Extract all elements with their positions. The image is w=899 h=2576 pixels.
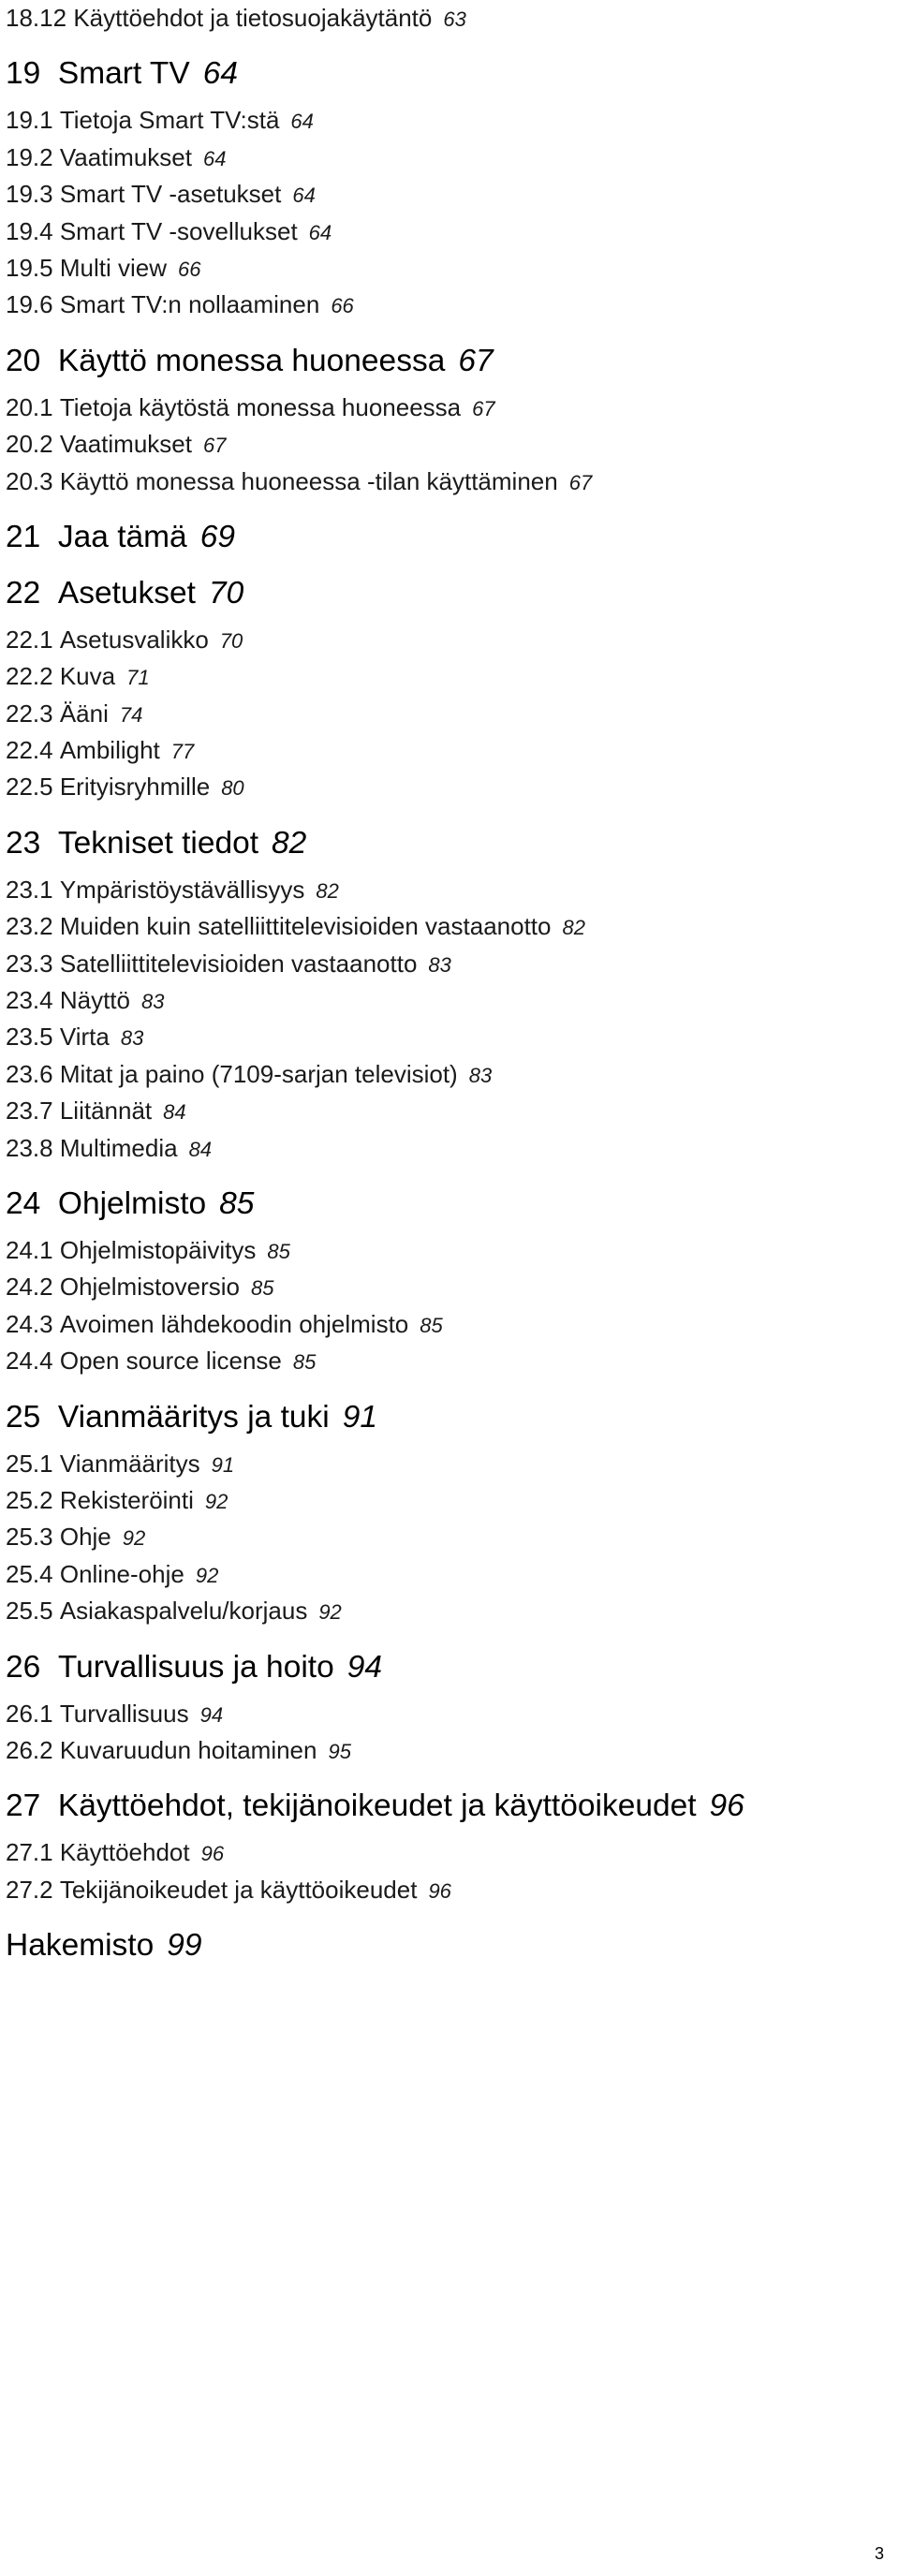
- toc-title: Tietoja käytöstä monessa huoneessa: [59, 392, 462, 421]
- toc-title: Smart TV: [57, 56, 190, 92]
- toc-title: Multimedia: [59, 1133, 178, 1162]
- toc-page-number: 85: [251, 1276, 274, 1301]
- toc-entry[interactable]: [6, 1732, 877, 1769]
- toc-entry[interactable]: [6, 1696, 877, 1732]
- toc-title: Virta: [59, 1023, 110, 1052]
- toc-title: Tietoja Smart TV:stä: [59, 106, 280, 135]
- toc-page-number: 83: [120, 1026, 144, 1051]
- toc-entry[interactable]: [6, 732, 877, 769]
- toc-title: Vianmääritys: [59, 1449, 200, 1478]
- toc-number: 27.1: [6, 1838, 53, 1867]
- toc-page-number: 84: [163, 1100, 186, 1125]
- toc-entry[interactable]: [6, 1306, 877, 1343]
- toc-title: Ambilight: [59, 736, 160, 765]
- toc-number: 23.1: [6, 875, 53, 904]
- toc-page-number: 70: [219, 628, 243, 653]
- toc-entry[interactable]: [6, 1019, 877, 1055]
- toc-section-heading[interactable]: [6, 1788, 877, 1825]
- toc-number: 19.5: [6, 253, 53, 282]
- toc-entry[interactable]: [6, 1093, 877, 1129]
- toc-page-number: 85: [420, 1313, 443, 1337]
- toc-page-number: 64: [308, 220, 332, 244]
- toc-title: Asiakaspalvelu/korjaus: [59, 1597, 308, 1626]
- toc-page-number: 92: [318, 1600, 342, 1625]
- toc-number: 19.2: [6, 142, 53, 171]
- toc-entry[interactable]: [6, 426, 877, 463]
- toc-entry[interactable]: [6, 140, 877, 176]
- toc-page-number: 67: [458, 343, 494, 378]
- toc-section-heading[interactable]: [6, 825, 877, 862]
- toc-title: Vaatimukset: [59, 430, 192, 459]
- toc-number: 23.6: [6, 1059, 53, 1088]
- toc-number: 23.8: [6, 1133, 53, 1162]
- toc-page-number: 85: [292, 1350, 317, 1375]
- toc-number: 21: [6, 519, 41, 554]
- toc-title: Open source license: [59, 1347, 282, 1376]
- toc-section-heading[interactable]: [6, 55, 877, 93]
- toc-number: 20.2: [6, 430, 53, 459]
- toc-number: 25.3: [6, 1523, 53, 1552]
- toc-title: Hakemisto: [6, 1928, 155, 1964]
- toc-page-number: 67: [472, 396, 495, 420]
- toc-page-number: 83: [468, 1063, 493, 1087]
- toc-page-number: 82: [562, 916, 585, 940]
- toc-page-number: 71: [126, 666, 150, 690]
- toc-page-number: 92: [122, 1526, 146, 1551]
- toc-title: Jaa tämä: [57, 519, 187, 554]
- toc-entry[interactable]: [6, 1343, 877, 1379]
- toc-number: 27.2: [6, 1875, 53, 1904]
- toc-number: 22.3: [6, 699, 53, 728]
- toc-title: Turvallisuus: [59, 1699, 189, 1728]
- toc-number: 19.1: [6, 106, 53, 135]
- toc-page-number: 80: [221, 776, 244, 801]
- toc-number: 24.1: [6, 1235, 53, 1264]
- toc-page-number: 69: [199, 519, 235, 554]
- toc-entry[interactable]: [6, 1519, 877, 1555]
- toc-number: 27: [6, 1788, 41, 1824]
- toc-title: Käyttöehdot: [59, 1838, 190, 1867]
- toc-title: Näyttö: [59, 986, 130, 1015]
- toc-title: Käyttö monessa huoneessa: [57, 343, 446, 378]
- toc-number: 23: [6, 825, 41, 861]
- toc-number: 24.3: [6, 1309, 53, 1338]
- toc-entry[interactable]: [6, 1130, 877, 1167]
- toc-title: Ohje: [59, 1523, 111, 1552]
- toc-title: Ohjelmistopäivitys: [59, 1235, 257, 1264]
- toc-entry[interactable]: [6, 769, 877, 805]
- toc-number: 25.4: [6, 1559, 53, 1588]
- toc-page-number: 77: [170, 740, 195, 764]
- toc-entry[interactable]: [6, 1834, 877, 1871]
- toc-number: 25.5: [6, 1597, 53, 1626]
- toc-entry[interactable]: [6, 1482, 877, 1519]
- toc-page-number: 91: [342, 1399, 377, 1435]
- toc-number: 25.1: [6, 1449, 53, 1478]
- toc-page-number: 99: [167, 1928, 202, 1964]
- toc-number: 19: [6, 56, 41, 92]
- toc-number: 23.4: [6, 986, 53, 1015]
- toc-number: 19.3: [6, 180, 53, 209]
- toc-title: Turvallisuus ja hoito: [57, 1649, 334, 1685]
- toc-title: Erityisryhmille: [59, 773, 211, 802]
- toc-title: Ohjelmisto: [57, 1185, 207, 1221]
- toc-title: Smart TV -asetukset: [59, 180, 282, 209]
- toc-number: 22.2: [6, 662, 53, 691]
- toc-entry[interactable]: [6, 1232, 877, 1269]
- toc-page-number: 70: [209, 575, 244, 611]
- toc-title: Online-ohje: [59, 1559, 184, 1588]
- toc-entry[interactable]: [6, 1056, 877, 1093]
- toc-page-number: 67: [568, 470, 593, 494]
- toc-number: 19.6: [6, 290, 53, 319]
- toc-entry[interactable]: [6, 696, 877, 732]
- toc-number: 23.2: [6, 912, 53, 941]
- toc-page-number: 64: [202, 146, 227, 170]
- toc-number: 22: [6, 575, 41, 611]
- toc-page-number: 64: [292, 184, 316, 208]
- toc-number: 23.5: [6, 1023, 53, 1052]
- toc-page-number: 63: [443, 7, 466, 31]
- toc-section-heading[interactable]: [6, 1649, 877, 1686]
- toc-number: 22.1: [6, 625, 53, 654]
- toc-entry[interactable]: [6, 390, 877, 426]
- toc-number: 23.7: [6, 1097, 53, 1126]
- toc-title: Vaatimukset: [59, 142, 192, 171]
- toc-section-heading[interactable]: [6, 1927, 877, 1965]
- toc-section-heading[interactable]: [6, 1399, 877, 1436]
- toc-page-number: 82: [316, 878, 339, 903]
- toc-page-number: 83: [141, 990, 165, 1014]
- toc-title: Rekisteröinti: [59, 1485, 194, 1514]
- toc-number: 23.3: [6, 949, 53, 978]
- toc-title: Käyttöehdot, tekijänoikeudet ja käyttöoikeudet: [57, 1788, 697, 1824]
- toc-page-number: 74: [119, 702, 143, 727]
- toc-page-number: 66: [177, 257, 201, 281]
- toc-title: Käyttöehdot ja tietosuojakäytäntö: [73, 4, 433, 32]
- toc-entry[interactable]: [6, 0, 877, 37]
- toc-entry[interactable]: [6, 464, 877, 500]
- toc-page-number: 92: [195, 1563, 219, 1587]
- toc-page-number: 92: [204, 1489, 228, 1513]
- toc-entry[interactable]: [6, 1556, 877, 1593]
- toc-title: Liitännät: [59, 1097, 153, 1126]
- toc-page-number: 96: [428, 1878, 451, 1903]
- toc-section-heading[interactable]: [6, 343, 877, 380]
- toc-title: Ääni: [59, 699, 109, 728]
- toc-page-number: 94: [199, 1702, 224, 1727]
- toc-page-number: 91: [211, 1452, 235, 1477]
- toc-number: 25.2: [6, 1485, 53, 1514]
- toc-entry[interactable]: [6, 213, 877, 250]
- table-of-contents: [6, 0, 877, 1974]
- toc-title: Smart TV:n nollaaminen: [59, 290, 320, 319]
- toc-page-number: 67: [202, 434, 227, 458]
- toc-entry[interactable]: [6, 250, 877, 287]
- toc-entry[interactable]: [6, 1872, 877, 1908]
- toc-title: Mitat ja paino (7109-sarjan televisiot): [59, 1059, 458, 1088]
- toc-entry[interactable]: [6, 872, 877, 908]
- toc-entry[interactable]: [6, 658, 877, 695]
- toc-entry[interactable]: [6, 622, 877, 658]
- toc-title: Kuvaruudun hoitaminen: [59, 1735, 317, 1764]
- toc-page-number: 85: [219, 1185, 255, 1221]
- toc-number: 26.1: [6, 1699, 53, 1728]
- toc-title: Vianmääritys ja tuki: [57, 1399, 330, 1435]
- toc-number: 20: [6, 343, 41, 378]
- toc-page-number: 96: [709, 1788, 744, 1824]
- toc-page-number: 83: [428, 952, 451, 977]
- toc-page-number: 64: [290, 110, 314, 134]
- toc-entry[interactable]: [6, 1269, 877, 1305]
- toc-title: Satelliittitelevisioiden vastaanotto: [59, 949, 418, 978]
- toc-section-heading[interactable]: [6, 1185, 877, 1223]
- toc-title: Avoimen lähdekoodin ohjelmisto: [59, 1309, 409, 1338]
- toc-title: Tekniset tiedot: [57, 825, 259, 861]
- toc-number: 24: [6, 1185, 41, 1221]
- page-number: 3: [874, 2544, 884, 2563]
- toc-title: Asetukset: [57, 575, 196, 611]
- toc-entry[interactable]: [6, 102, 877, 139]
- toc-title: Ohjelmistoversio: [59, 1273, 241, 1302]
- toc-entry[interactable]: [6, 908, 877, 945]
- toc-entry[interactable]: [6, 982, 877, 1019]
- toc-title: Smart TV -sovellukset: [59, 216, 298, 245]
- toc-page-number: 82: [272, 825, 307, 861]
- toc-title: Tekijänoikeudet ja käyttöoikeudet: [59, 1875, 418, 1904]
- toc-number: 22.4: [6, 736, 53, 765]
- toc-title: Käyttö monessa huoneessa -tilan käyttäminen: [59, 466, 558, 495]
- toc-title: Ympäristöystävällisyys: [59, 875, 305, 904]
- toc-number: 26: [6, 1649, 41, 1685]
- toc-title: Asetusvalikko: [59, 625, 209, 654]
- toc-page-number: 64: [202, 56, 239, 92]
- toc-entry[interactable]: [6, 1593, 877, 1629]
- toc-page-number: 94: [346, 1649, 382, 1685]
- toc-number: 25: [6, 1399, 41, 1435]
- toc-section-heading[interactable]: [6, 519, 877, 556]
- toc-title: Multi view: [59, 253, 167, 282]
- toc-page-number: 96: [200, 1842, 225, 1866]
- toc-title: Kuva: [59, 662, 116, 691]
- toc-title: Muiden kuin satelliittitelevisioiden vastaanotto: [59, 912, 552, 941]
- toc-page-number: 84: [188, 1137, 213, 1161]
- toc-section-heading[interactable]: [6, 575, 877, 612]
- toc-number: 26.2: [6, 1735, 53, 1764]
- toc-page-number: 95: [328, 1739, 351, 1763]
- toc-number: 20.3: [6, 466, 53, 495]
- toc-page-number: 66: [331, 294, 354, 318]
- toc-entry[interactable]: [6, 1446, 877, 1482]
- toc-number: 19.4: [6, 216, 53, 245]
- toc-number: 22.5: [6, 773, 53, 802]
- toc-entry[interactable]: [6, 946, 877, 982]
- toc-number: 24.4: [6, 1347, 53, 1376]
- toc-number: 20.1: [6, 392, 53, 421]
- toc-page-number: 85: [267, 1239, 290, 1263]
- toc-number: 24.2: [6, 1273, 53, 1302]
- toc-entry[interactable]: [6, 176, 877, 213]
- toc-entry[interactable]: [6, 287, 877, 323]
- toc-number: 18.12: [6, 4, 67, 32]
